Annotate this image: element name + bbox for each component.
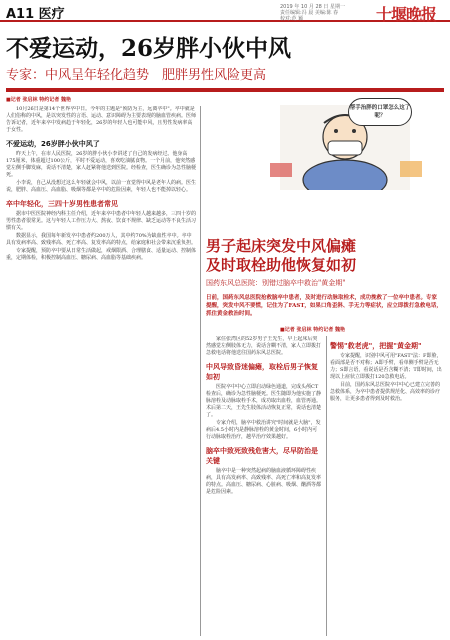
article2-lead: 日前，国药东风总医院抢救脑卒中患者，及时进行动脉取栓术，成功挽救了一位卒中患者。专家提醒，突发中风不要慌，记住为了FAST，如果口角歪斜、手无力等症状，应立即拨打急救电话，抓住黄金救治时间。 bbox=[206, 295, 442, 317]
article2-col2 bbox=[330, 336, 444, 636]
paragraph: 小李说，自己从没想过这么年轻就会中风，以前一直觉得中风是老年人的病。医生说，肥胖、高血压、高血脂、吸烟等都是卒中的危险因素，年轻人也不能掉以轻心。 bbox=[6, 180, 196, 193]
meta-proof: 校对:范 颖 bbox=[280, 16, 304, 22]
section-label: A11 医疗 bbox=[6, 7, 65, 22]
column-divider bbox=[326, 336, 327, 636]
paragraph: 专家提醒，识别中风可用"FAST"法：F即脸，看面部是否不对称；A即手臂，看单侧手臂是否无力；S即言语，看说话是否含糊不清；T即时间，出现以上症状立即拨打120急救电话。 bbox=[330, 353, 442, 380]
byline-1: ■记者 张启林 特约记者 魏艳 bbox=[6, 97, 71, 103]
headline-main-subtitle: 专家：中风呈年轻化趋势 肥胖男性风险更高 bbox=[6, 68, 267, 83]
headline-second-subtitle: 国药东风总医院：别错过脑卒中救治"黄金期" bbox=[206, 279, 346, 287]
column-divider bbox=[200, 106, 201, 636]
headline-main: 不爱运动，26岁胖小伙中风 bbox=[6, 35, 292, 62]
meta-date: 2019 年 10 月 28 日 星期一 bbox=[280, 4, 345, 10]
page-meta bbox=[280, 4, 370, 22]
subheading: 卒中年轻化，三四十岁男性患者常见 bbox=[6, 200, 118, 208]
headline-second bbox=[206, 237, 446, 275]
paragraph: 专家介绍，脑卒中救治讲究"时间就是大脑"，发病后4.5小时内是静脉溶栓的黄金时间，6小时内可行动脉取栓治疗，越早治疗效果越好。 bbox=[206, 420, 321, 440]
headline-second-line2: 及时取栓助他恢复如初 bbox=[206, 256, 357, 274]
headline-second-line1: 男子起床突发中风偏瘫 bbox=[206, 237, 357, 255]
illustration-cartoon bbox=[250, 75, 440, 190]
byline-2: ■记者 张启林 特约记者 魏艳 bbox=[280, 327, 345, 333]
paragraph: 昨天上午，在市人民医院，26岁的胖小伙小李讲述了自己的发病经过。他身高175厘米，体重超过100公斤，平时不爱运动，喜欢吃油腻食物。一个月前，他突然感觉左侧手脚发麻，说话不清楚，家人赶紧将他送到医院。经检查，医生确诊为急性脑梗死。 bbox=[6, 151, 196, 178]
paragraph: 家住张湾区的52岁男子王先生，早上起床后突然感觉左侧肢体无力，说话含糊不清，家人立即拨打急救电话将他送往国药东风总医院。 bbox=[206, 336, 322, 356]
subheading: 不爱运动，26岁胖小伙中风了 bbox=[6, 140, 100, 148]
article2-col1 bbox=[206, 336, 322, 636]
subheading: 中风导致昏迷偏瘫，取栓后男子恢复如初 bbox=[206, 363, 318, 381]
speech-bubble: 帮手治胖的口罩怎么这了呢？ bbox=[348, 98, 412, 126]
article1-col1 bbox=[6, 106, 196, 636]
paragraph: 目前，国药东风总医院卒中中心已建立完善的急救体系，为卒中患者提供规范化、高效率的诊疗服务，让更多患者得到及时救治。 bbox=[330, 382, 441, 402]
paragraph: 数据显示，我国每年新发卒中患者约200万人，其中约70%为缺血性卒中。卒中具有发病率高、致残率高、死亡率高、复发率高的特点，给家庭和社会带来沉重负担。 bbox=[6, 233, 196, 246]
paragraph: 据市中医医院神经内科主任介绍，近年来卒中患者中年轻人越来越多，三四十岁的男性患者很常见。这与年轻人工作压力大、熬夜、饮食不规律、缺乏运动等不良生活习惯有关。 bbox=[6, 211, 196, 231]
paragraph: 专家提醒，预防卒中要从日常生活做起，戒烟限酒、合理膳食、适量运动、控制体重，定期体检，积极控制高血压、糖尿病、高血脂等基础疾病。 bbox=[6, 248, 196, 261]
paragraph: 脑卒中是一种突然起病的脑血液循环障碍性疾病，具有高发病率、高致残率、高死亡率和高复发率的特点。高血压、糖尿病、心脏病、吸烟、酗酒等都是危险因素。 bbox=[206, 468, 322, 495]
subheading: 脑卒中致死致残危害大，尽早防治是关键 bbox=[206, 447, 318, 465]
page-header bbox=[0, 0, 450, 22]
newspaper-logo: 十堰晚报 bbox=[376, 5, 437, 24]
paragraph: 医院卒中中心立即启动绿色通道，完成头颅CT检查后，确诊为急性脑梗死。医生随即为他实施了静脉溶栓及动脉取栓手术，成功取出血栓，血管再通。术后第二天，王先生肢体活动恢复正常，说话也清楚了。 bbox=[206, 384, 322, 418]
subheading: 警惕"救老虎"，把握"黄金期" bbox=[330, 342, 422, 350]
meta-editors: 责任编辑:冯 晨 美编:陈 春 bbox=[280, 10, 339, 16]
paragraph: 10月26日是第14个世界卒中日。今年的主题是"预防为主，远离卒中"。卒中就是人们俗称的中风，是以突发性的言语、运动、意识障碍为主要表现的脑血管疾病。医师告诉记者，近年来卒中发病趋于年轻化，26岁的年轻人也可能中风，且男性发病率高于女性。 bbox=[6, 106, 196, 133]
